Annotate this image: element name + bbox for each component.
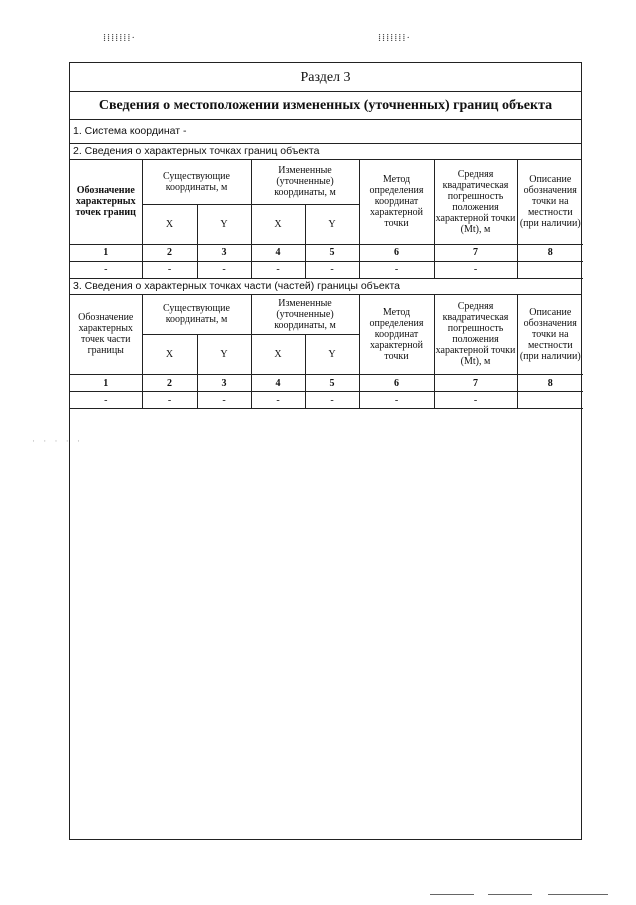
- table2-header-error: Средняя квадратическая погрешность положения характерной точки (Mt), м: [434, 295, 517, 375]
- coordinate-system-line: 1. Система координат -: [70, 120, 581, 144]
- table1-cell: -: [359, 261, 434, 278]
- document-frame: [69, 62, 582, 840]
- table2-cell: -: [142, 392, 197, 409]
- table2-number-row: [70, 375, 583, 392]
- table2-cell: -: [305, 392, 359, 409]
- table1-header-changed: Измененные (уточненные) координаты, м: [251, 160, 359, 204]
- table1-col-number: 3: [197, 244, 251, 261]
- table1-col-number: 2: [142, 244, 197, 261]
- table2-header-changed: Измененные (уточненные) координаты, м: [251, 295, 359, 335]
- table1-col-number: 8: [517, 244, 583, 261]
- table2-col-number: 8: [517, 375, 583, 392]
- table1-number-row: [70, 244, 583, 261]
- table1-col-number: 4: [251, 244, 305, 261]
- table-boundary-points: [70, 160, 583, 279]
- side-scan-mark: · · · · ·: [32, 436, 83, 446]
- table1-header-existing-x: X: [142, 204, 197, 244]
- table2-cell: -: [359, 392, 434, 409]
- table2-header-existing: Существующие координаты, м: [142, 295, 251, 335]
- table1-col-number: 5: [305, 244, 359, 261]
- table-part-boundary-points: [70, 295, 583, 410]
- table1-caption: 2. Сведения о характерных точках границ объекта: [70, 144, 581, 160]
- table1-col-number: 6: [359, 244, 434, 261]
- table1-header-designation: Обозначение характерных точек границ: [70, 160, 142, 244]
- table1-header-existing-y: Y: [197, 204, 251, 244]
- scan-mark-left: ⁞⁞⁞⁞⁞⁞⁞·: [103, 32, 137, 44]
- table2-header-designation: Обозначение характерных точек части границы: [70, 295, 142, 375]
- table2-col-number: 2: [142, 375, 197, 392]
- table1-header-existing: Существующие координаты, м: [142, 160, 251, 204]
- table1-header-error: Средняя квадратическая погрешность положения характерной точки (Mt), м: [434, 160, 517, 244]
- table2-header-changed-y: Y: [305, 335, 359, 375]
- table2-cell: -: [197, 392, 251, 409]
- table1-cell: -: [197, 261, 251, 278]
- table2-header-method: Метод определения координат характерной точки: [359, 295, 434, 375]
- table1-cell: -: [305, 261, 359, 278]
- table2-cell: [517, 392, 583, 409]
- main-title: Сведения о местоположении измененных (уточненных) границ объекта: [70, 92, 581, 120]
- table1-col-number: 7: [434, 244, 517, 261]
- bottom-scan-mark-3: [548, 894, 608, 895]
- table2-cell: -: [70, 392, 142, 409]
- table2-col-number: 7: [434, 375, 517, 392]
- table2-header-existing-x: X: [142, 335, 197, 375]
- table1-header-description: Описание обозначения точки на местности (при наличии): [517, 160, 583, 244]
- table2-col-number: 5: [305, 375, 359, 392]
- table2-header-existing-y: Y: [197, 335, 251, 375]
- table-row: [70, 261, 583, 278]
- bottom-scan-mark-2: [488, 894, 532, 895]
- table1-header-method: Метод определения координат характерной точки: [359, 160, 434, 244]
- table2-cell: -: [251, 392, 305, 409]
- table2-cell: -: [434, 392, 517, 409]
- table2-caption: 3. Сведения о характерных точках части (частей) границы объекта: [70, 279, 581, 295]
- scan-mark-right: ⁞⁞⁞⁞⁞⁞⁞·: [378, 32, 412, 44]
- table2-col-number: 1: [70, 375, 142, 392]
- table1-cell: -: [142, 261, 197, 278]
- section-title: Раздел 3: [70, 63, 581, 92]
- table-row: [70, 392, 583, 409]
- table1-header-changed-y: Y: [305, 204, 359, 244]
- table2-col-number: 4: [251, 375, 305, 392]
- table2-col-number: 6: [359, 375, 434, 392]
- table1-cell: -: [251, 261, 305, 278]
- table1-cell: [517, 261, 583, 278]
- table1-cell: -: [434, 261, 517, 278]
- bottom-scan-mark-1: [430, 894, 474, 895]
- table2-col-number: 3: [197, 375, 251, 392]
- table2-header-changed-x: X: [251, 335, 305, 375]
- table1-header-changed-x: X: [251, 204, 305, 244]
- table1-cell: -: [70, 261, 142, 278]
- table1-col-number: 1: [70, 244, 142, 261]
- table2-header-description: Описание обозначения точки на местности (при наличии): [517, 295, 583, 375]
